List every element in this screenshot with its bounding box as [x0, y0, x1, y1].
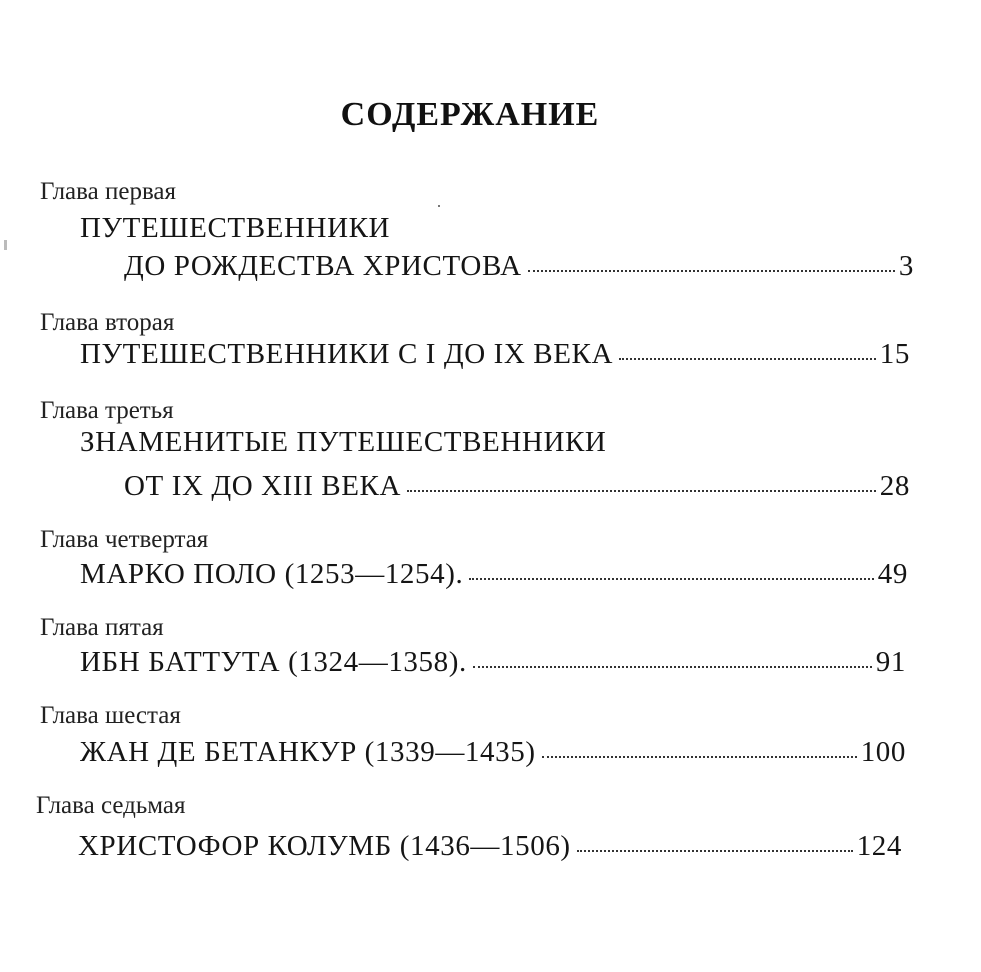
dot-leader	[469, 577, 873, 580]
dot-leader	[473, 665, 872, 668]
page-title: СОДЕРЖАНИЕ	[340, 96, 600, 133]
chapter-2-label: Глава вторая	[40, 309, 175, 336]
chapter-7-page-number: 124	[856, 830, 902, 862]
chapter-6-label: Глава шестая	[40, 702, 181, 729]
chapter-6-title: ЖАН ДЕ БЕТАНКУР (1339—1435)	[80, 736, 536, 768]
chapter-3-title-line-2: ОТ IX ДО XIII ВЕКА	[124, 470, 402, 502]
chapter-2-page-number: 15	[879, 338, 910, 370]
chapter-5-entry[interactable]	[80, 646, 906, 679]
dot-leader	[577, 849, 853, 852]
scan-mark	[4, 240, 7, 250]
chapter-3-title-line-1: ЗНАМЕНИТЫЕ ПУТЕШЕСТВЕННИКИ	[80, 426, 607, 458]
chapter-1-entry[interactable]	[124, 250, 914, 283]
chapter-4-title: МАРКО ПОЛО (1253—1254).	[80, 558, 464, 590]
chapter-5-label: Глава пятая	[40, 614, 164, 641]
scan-dot	[438, 205, 440, 207]
chapter-2-entry[interactable]	[80, 338, 910, 371]
chapter-1-title-line-2: ДО РОЖДЕСТВА ХРИСТОВА	[124, 250, 522, 282]
chapter-4-page-number: 49	[877, 558, 908, 590]
chapter-5-page-number: 91	[875, 646, 906, 678]
chapter-6-page-number: 100	[860, 736, 906, 768]
chapter-5-title: ИБН БАТТУТА (1324—1358).	[80, 646, 467, 678]
chapter-3-entry[interactable]	[124, 470, 910, 503]
chapter-7-label: Глава седьмая	[36, 792, 186, 819]
chapter-1-page-number: 3	[898, 250, 914, 282]
chapter-7-title: ХРИСТОФОР КОЛУМБ (1436—1506)	[78, 830, 571, 862]
dot-leader	[619, 357, 876, 360]
chapter-4-entry[interactable]	[80, 558, 908, 591]
dot-leader	[528, 269, 895, 272]
chapter-1-title-line-1: ПУТЕШЕСТВЕННИКИ	[80, 212, 391, 244]
chapter-3-page-number: 28	[879, 470, 910, 502]
chapter-6-entry[interactable]	[80, 736, 906, 769]
chapter-1-label: Глава первая	[40, 178, 177, 205]
chapter-7-entry[interactable]	[78, 830, 902, 863]
dot-leader	[407, 489, 876, 492]
chapter-2-title: ПУТЕШЕСТВЕННИКИ С I ДО IX ВЕКА	[80, 338, 614, 370]
chapter-4-label: Глава четвертая	[40, 526, 209, 553]
dot-leader	[542, 755, 857, 758]
chapter-3-label: Глава третья	[40, 397, 174, 424]
